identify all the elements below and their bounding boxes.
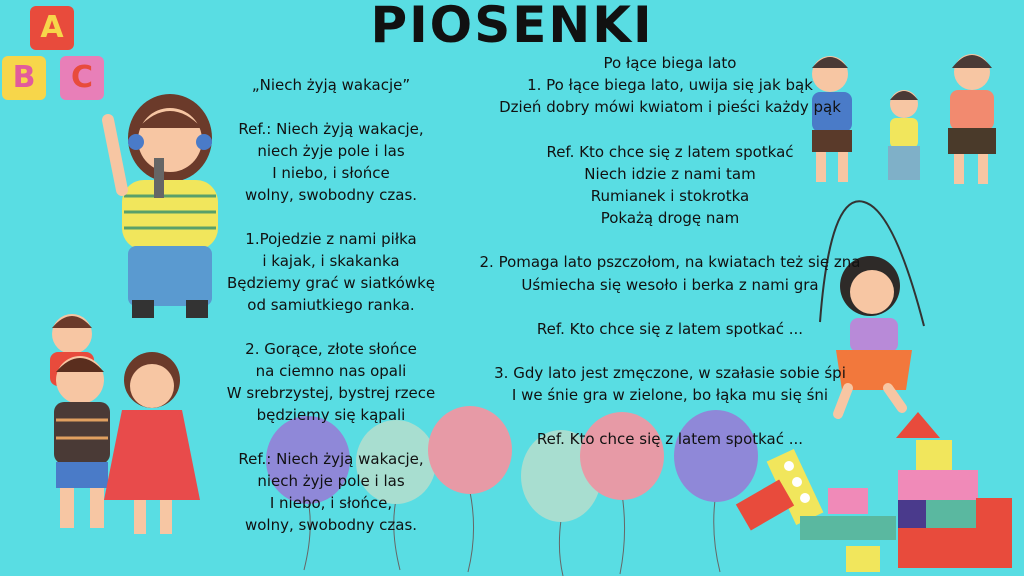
song-right-line: Niech idzie z nami tam: [584, 164, 756, 183]
song-left-line: 1.Pojedzie z nami piłka: [245, 230, 417, 248]
song-right-lyrics: [440, 52, 900, 451]
song-right-line: [440, 406, 900, 428]
song-left-line: W srebrzystej, bystrej rzece: [226, 384, 436, 402]
song-left-line: [196, 206, 466, 228]
song-right-line: [440, 296, 900, 318]
song-left-line: Będziemy grać w siatkówkę: [226, 274, 436, 292]
song-left-line: wolny, swobodny czas.: [244, 516, 418, 534]
song-right-line: Uśmiecha się wesoło i berka z nami gra: [521, 275, 819, 294]
song-right-line: Ref. Kto chce się z latem spotkać ...: [536, 319, 804, 338]
song-left-line: będziemy się kąpali: [256, 406, 406, 424]
song-left-line: wolny, swobodny czas.: [244, 186, 418, 204]
song-left-line: 2. Gorące, złote słońce: [245, 340, 417, 358]
song-left-line: niech żyje pole i las: [257, 142, 405, 160]
song-right-line: Rumianek i stokrotka: [590, 187, 750, 206]
page-title: PIOSENKI: [370, 0, 654, 54]
song-left-line: [196, 426, 466, 448]
song-right-line: I we śnie gra w zielone, bo łąka mu się śni: [511, 386, 829, 405]
children-illustration: [50, 314, 200, 534]
song-right-line: [440, 229, 900, 251]
song-right-line: 3. Gdy lato jest zmęczone, w szałasie sobie śpi: [494, 364, 846, 383]
song-left-lyrics: [196, 74, 466, 536]
song-right-line: 1. Po łące biega lato, uwija się jak bąk: [527, 76, 813, 95]
letter-block-a: A: [30, 6, 74, 50]
song-left-line: Ref.: Niech żyją wakacje,: [238, 450, 424, 468]
song-right-line: Po łące biega lato: [603, 54, 737, 72]
song-left-line: niech żyje pole i las: [257, 472, 405, 490]
song-right-line: Ref. Kto chce się z latem spotkać ...: [536, 430, 804, 449]
song-right-line: Pokażą drogę nam: [600, 209, 740, 228]
song-left-line: I niebo, i słońce: [272, 164, 390, 182]
song-left-line: „Niech żyją wakacje”: [251, 76, 411, 94]
song-right-line: 2. Pomaga lato pszczołom, na kwiatach też się zna: [479, 253, 861, 272]
song-left-line: na ciemno nas opali: [255, 362, 407, 380]
song-left-line: [196, 96, 466, 118]
song-right-line: Dzień dobry mówi kwiatom i pieści każdy pąk: [499, 98, 841, 117]
song-left-line: od samiutkiego ranka.: [247, 296, 415, 314]
song-left-line: I niebo, i słońce,: [269, 494, 393, 512]
song-left-line: Ref.: Niech żyją wakacje,: [238, 120, 424, 138]
song-left-line: i kajak, i skakanka: [262, 252, 400, 270]
letter-block-c: C: [60, 56, 104, 100]
letter-block-b: B: [2, 56, 46, 100]
song-right-line: Ref. Kto chce się z latem spotkać: [546, 142, 794, 161]
song-right-line: [440, 340, 900, 362]
song-left-line: [196, 316, 466, 338]
song-right-line: [440, 119, 900, 141]
